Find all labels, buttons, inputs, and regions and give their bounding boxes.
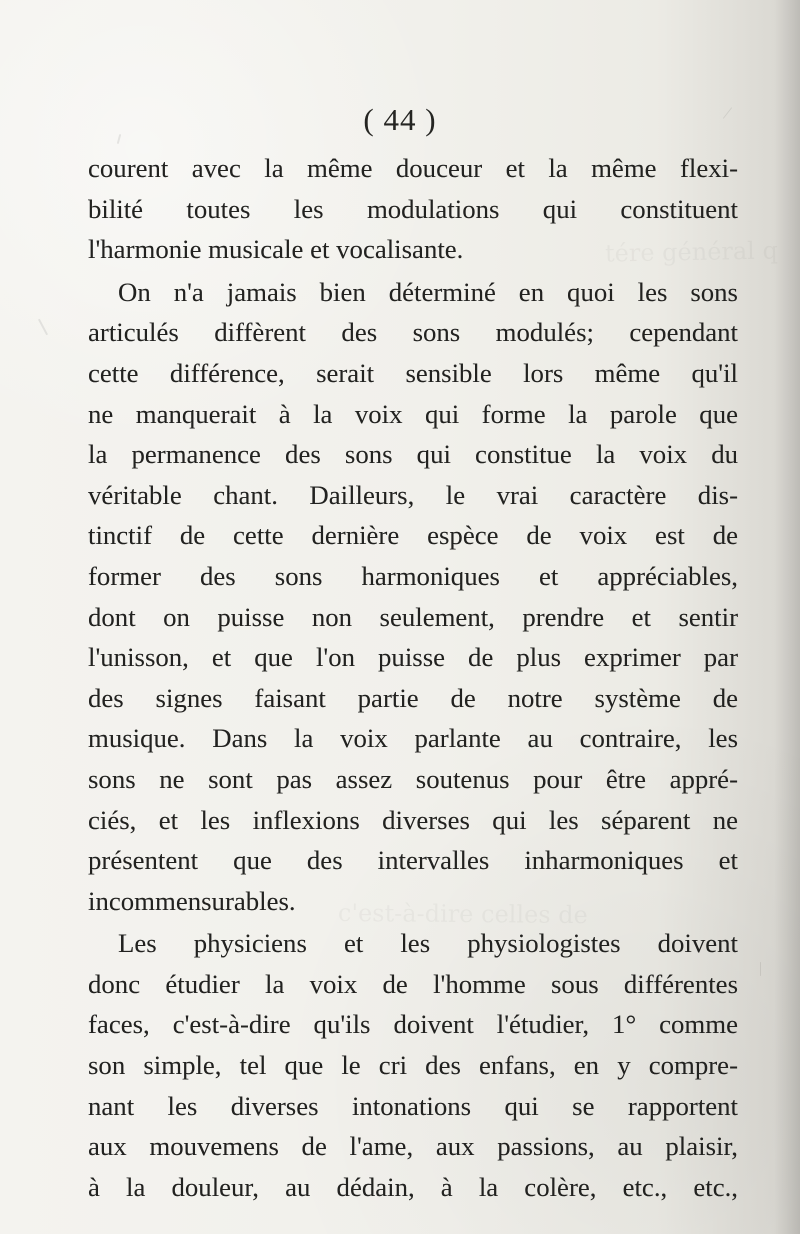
text-line: à la douleur, au dédain, à la colère, etc., etc., [88,1171,738,1202]
text-line: faces, c'est-à-dire qu'ils doivent l'étudier, 1° comme [88,1009,738,1040]
text-line: musique. Dans la voix parlante au contraire, les [88,723,738,754]
text-line: l'harmonie musicale et vocalisante. [88,234,464,265]
page-text [88,148,738,1207]
text-line: tinctif de cette dernière espèce de voix est de [88,520,738,551]
paper-speck [760,962,761,976]
text-line: articulés diffèrent des sons modulés; cependant [88,317,738,348]
text-line: aux mouvemens de l'ame, aux passions, au plaisir, [88,1131,738,1162]
paragraph-start-line: Les physiciens et les physiologistes doivent [118,928,738,959]
text-line: l'unisson, et que l'on puisse de plus exprimer par [88,642,738,673]
page-edge-shadow [774,0,800,1234]
text-line: donc étudier la voix de l'homme sous différentes [88,968,738,999]
paragraph-start-line: On n'a jamais bien déterminé en quoi les sons [118,276,738,307]
text-line: présentent que des intervalles inharmoniques et [88,845,738,876]
page-number: ( 44 ) [363,102,437,137]
text-line: dont on puisse non seulement, prendre et sentir [88,601,738,632]
text-line: ne manquerait à la voix qui forme la parole que [88,398,738,429]
text-line: sons ne sont pas assez soutenus pour être appré- [88,763,738,794]
text-line: ciés, et les inflexions diverses qui les séparent ne [88,804,738,835]
text-line: des signes faisant partie de notre système de [88,682,738,713]
text-line: la permanence des sons qui constitue la voix du [88,439,738,470]
text-line: cette différence, serait sensible lors même qu'il [88,357,738,388]
text-line: véritable chant. Dailleurs, le vrai caractère dis- [88,479,738,510]
paper-speck [38,319,48,336]
text-line: courent avec la même douceur et la même flexi- [88,153,738,183]
text-line: bilité toutes les modulations qui constituent [88,193,738,224]
text-line: nant les diverses intonations qui se rapportent [88,1090,738,1121]
paper-speck [117,134,122,144]
text-line: son simple, tel que le cri des enfans, en y compre- [88,1050,738,1081]
text-line: incommensurables. [88,885,296,916]
text-line: former des sons harmoniques et appréciables, [88,560,738,591]
